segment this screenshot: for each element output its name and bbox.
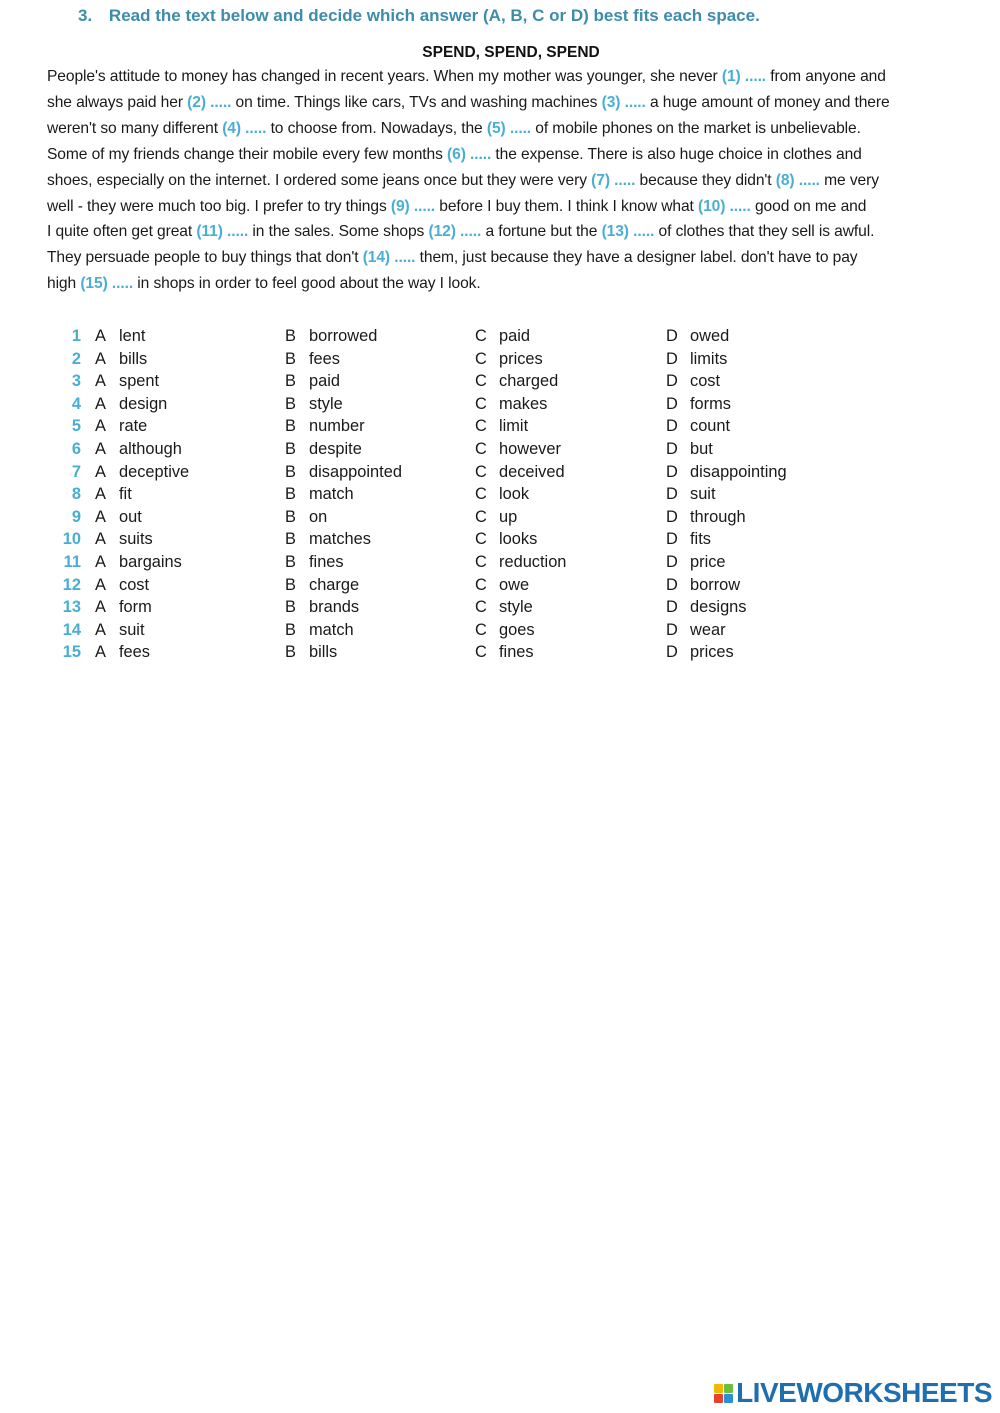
gap-marker[interactable]: (6) ..... bbox=[447, 145, 492, 163]
question-number: 12 bbox=[62, 575, 81, 594]
question-number: 4 bbox=[71, 394, 81, 413]
option-word: borrow bbox=[690, 575, 741, 594]
question-number: 1 bbox=[71, 327, 81, 345]
gap-marker[interactable]: (7) ..... bbox=[591, 171, 636, 189]
passage-line bbox=[47, 194, 982, 220]
option-a[interactable] bbox=[95, 641, 150, 664]
option-d[interactable] bbox=[666, 438, 713, 461]
question-number: 7 bbox=[71, 462, 81, 481]
option-word: number bbox=[309, 417, 365, 436]
logo-mark-square bbox=[714, 1394, 723, 1403]
exercise-number: 3. bbox=[78, 6, 93, 25]
option-word: limit bbox=[499, 417, 529, 436]
question-number: 11 bbox=[63, 552, 81, 571]
option-letter: D bbox=[666, 598, 678, 617]
gap-marker[interactable]: (3) ..... bbox=[601, 93, 646, 111]
option-letter: D bbox=[666, 372, 678, 391]
passage-segment: weren't so many different bbox=[47, 119, 223, 137]
passage-line bbox=[47, 168, 982, 194]
option-letter: C bbox=[475, 439, 487, 458]
option-word: bills bbox=[119, 349, 148, 368]
option-letter: B bbox=[285, 349, 296, 368]
passage-segment: she always paid her bbox=[47, 93, 188, 111]
option-word: disappointed bbox=[309, 462, 402, 481]
option-letter: A bbox=[95, 552, 106, 571]
gap-marker[interactable]: (8) ..... bbox=[775, 171, 820, 189]
passage-line bbox=[47, 219, 982, 245]
option-letter: C bbox=[475, 620, 487, 639]
option-c[interactable] bbox=[475, 370, 558, 393]
question-number: 15 bbox=[62, 643, 81, 662]
option-c[interactable] bbox=[475, 415, 528, 438]
option-letter: B bbox=[285, 643, 296, 662]
option-a[interactable] bbox=[95, 461, 189, 484]
question-number: 9 bbox=[71, 507, 81, 526]
passage-line bbox=[47, 142, 982, 168]
passage-segment: People's attitude to money has changed in recent years. When my mother was younger, she never bbox=[47, 68, 722, 85]
passage-segment: good on me and bbox=[750, 197, 867, 215]
option-word: design bbox=[119, 394, 168, 413]
option-letter: C bbox=[475, 349, 487, 368]
option-c[interactable] bbox=[475, 325, 530, 348]
option-letter: A bbox=[95, 575, 106, 594]
option-letter: D bbox=[666, 394, 678, 413]
passage-segment: them, just because they have a designer label. don't have to pay bbox=[415, 249, 858, 267]
question-number: 13 bbox=[62, 598, 81, 617]
option-letter: B bbox=[285, 575, 296, 594]
option-word: forms bbox=[690, 394, 731, 413]
option-word: deceptive bbox=[119, 462, 190, 481]
option-word: suit bbox=[119, 620, 145, 639]
option-letter: B bbox=[285, 327, 296, 345]
gap-marker[interactable]: (1) ..... bbox=[721, 68, 767, 85]
option-letter: D bbox=[666, 417, 678, 436]
option-letter: D bbox=[666, 349, 678, 368]
option-word: cost bbox=[119, 575, 150, 594]
option-letter: A bbox=[95, 462, 106, 481]
gap-marker[interactable]: (12) ..... bbox=[428, 223, 482, 241]
passage-segment: in shops in order to feel good about the way I look. bbox=[133, 275, 481, 293]
option-b[interactable] bbox=[285, 461, 402, 484]
option-c[interactable] bbox=[475, 438, 561, 461]
option-letter: A bbox=[95, 394, 106, 413]
passage-segment: on time. Things like cars, TVs and washing machines bbox=[231, 93, 602, 111]
option-letter: A bbox=[95, 598, 106, 617]
passage-segment: from anyone and bbox=[766, 68, 886, 85]
option-d[interactable] bbox=[666, 551, 726, 574]
option-letter: B bbox=[285, 598, 296, 617]
option-word: deceived bbox=[499, 462, 565, 481]
option-b[interactable] bbox=[285, 370, 340, 393]
option-letter: B bbox=[285, 552, 296, 571]
passage-line bbox=[47, 64, 982, 90]
option-d[interactable] bbox=[666, 619, 726, 642]
option-letter: D bbox=[666, 439, 678, 458]
option-c[interactable] bbox=[475, 461, 565, 484]
passage-segment: of mobile phones on the market is unbelievable. bbox=[531, 119, 861, 137]
gap-marker[interactable]: (14) ..... bbox=[362, 249, 416, 267]
option-c[interactable] bbox=[475, 596, 533, 619]
passage-segment: shoes, especially on the internet. I ordered some jeans once but they were very bbox=[47, 171, 592, 189]
option-letter: C bbox=[475, 598, 487, 617]
logo-mark-square bbox=[724, 1384, 733, 1393]
option-word: suits bbox=[119, 530, 153, 549]
option-b[interactable] bbox=[285, 348, 340, 371]
option-letter: C bbox=[475, 462, 487, 481]
passage-segment: a fortune but the bbox=[481, 223, 602, 241]
option-letter: A bbox=[95, 439, 106, 458]
option-letter: A bbox=[95, 417, 106, 436]
passage-title: SPEND, SPEND, SPEND bbox=[422, 44, 600, 61]
option-word: match bbox=[309, 485, 354, 504]
option-letter: C bbox=[475, 485, 487, 504]
option-word: matches bbox=[309, 530, 371, 549]
option-letter: B bbox=[285, 530, 296, 549]
option-word: fits bbox=[690, 530, 711, 549]
passage-line bbox=[47, 245, 982, 271]
passage-segment: They persuade people to buy things that don't bbox=[47, 249, 363, 267]
option-word: look bbox=[499, 485, 530, 504]
option-d[interactable] bbox=[666, 596, 747, 619]
passage-line bbox=[47, 271, 982, 297]
option-letter: C bbox=[475, 417, 487, 436]
option-b[interactable] bbox=[285, 528, 371, 551]
option-word: paid bbox=[309, 372, 340, 391]
option-letter: C bbox=[475, 643, 487, 662]
option-letter: A bbox=[95, 530, 106, 549]
option-b[interactable] bbox=[285, 551, 344, 574]
option-word: cost bbox=[690, 372, 721, 391]
option-a[interactable] bbox=[95, 415, 147, 438]
option-word: price bbox=[690, 552, 726, 571]
option-word: spent bbox=[119, 372, 160, 391]
option-c[interactable] bbox=[475, 528, 537, 551]
option-letter: D bbox=[666, 485, 678, 504]
question-number: 14 bbox=[62, 620, 81, 639]
option-letter: C bbox=[475, 327, 487, 345]
gap-marker[interactable]: (15) ..... bbox=[80, 275, 134, 293]
option-d[interactable] bbox=[666, 461, 787, 484]
option-word: owed bbox=[690, 327, 730, 345]
option-letter: D bbox=[666, 552, 678, 571]
exercise-instruction bbox=[78, 6, 760, 26]
option-word: fees bbox=[309, 349, 340, 368]
option-word: however bbox=[499, 439, 561, 458]
option-word: on bbox=[309, 507, 328, 526]
option-a[interactable] bbox=[95, 619, 145, 642]
option-b[interactable] bbox=[285, 619, 354, 642]
passage-segment: the expense. There is also huge choice in clothes and bbox=[491, 145, 862, 163]
option-letter: A bbox=[95, 349, 106, 368]
passage-segment: of clothes that they sell is awful. bbox=[654, 223, 875, 241]
option-word: lent bbox=[119, 327, 146, 345]
instruction-text: Read the text below and decide which answer (A, B, C or D) best fits each space. bbox=[108, 6, 760, 25]
option-c[interactable] bbox=[475, 483, 529, 506]
option-word: fines bbox=[499, 643, 534, 662]
question-number: 5 bbox=[71, 417, 81, 436]
option-letter: B bbox=[285, 394, 296, 413]
option-letter: B bbox=[285, 417, 296, 436]
option-a[interactable] bbox=[95, 483, 132, 506]
option-word: despite bbox=[309, 439, 362, 458]
option-word: reduction bbox=[499, 552, 567, 571]
option-word: owe bbox=[499, 575, 530, 594]
gap-marker[interactable]: (10) ..... bbox=[698, 197, 751, 215]
passage-segment: before I buy them. I think I know what bbox=[435, 197, 699, 215]
option-d[interactable] bbox=[666, 415, 730, 438]
option-word: disappointing bbox=[690, 462, 787, 481]
passage-segment: Some of my friends change their mobile every few months bbox=[47, 145, 448, 163]
logo-mark-square bbox=[724, 1394, 733, 1403]
passage-line bbox=[47, 116, 982, 142]
option-word: up bbox=[499, 507, 518, 526]
option-letter: A bbox=[95, 620, 106, 639]
option-word: goes bbox=[499, 620, 535, 639]
option-letter: D bbox=[666, 462, 678, 481]
option-word: fines bbox=[309, 552, 344, 571]
option-b[interactable] bbox=[285, 325, 377, 348]
option-letter: C bbox=[475, 394, 487, 413]
option-word: prices bbox=[499, 349, 543, 368]
option-a[interactable] bbox=[95, 596, 152, 619]
option-word: bargains bbox=[119, 552, 182, 571]
option-letter: D bbox=[666, 530, 678, 549]
option-letter: A bbox=[95, 327, 106, 345]
option-word: rate bbox=[119, 417, 148, 436]
option-b[interactable] bbox=[285, 393, 343, 416]
option-word: borrowed bbox=[309, 327, 378, 345]
passage-segment: a huge amount of money and there bbox=[645, 93, 890, 111]
option-letter: D bbox=[666, 507, 678, 526]
passage-segment: in the sales. Some shops bbox=[248, 223, 429, 241]
passage-segment: well - they were much too big. I prefer to try things bbox=[47, 197, 391, 215]
option-letter: C bbox=[475, 530, 487, 549]
option-a[interactable] bbox=[95, 506, 142, 529]
option-word: although bbox=[119, 439, 182, 458]
option-letter: D bbox=[666, 327, 678, 345]
option-letter: C bbox=[475, 575, 487, 594]
question-number: 3 bbox=[71, 372, 81, 391]
question-number: 6 bbox=[71, 439, 81, 458]
option-d[interactable] bbox=[666, 528, 711, 551]
gap-marker[interactable]: (4) ..... bbox=[222, 119, 267, 137]
option-word: out bbox=[119, 507, 142, 526]
option-word: paid bbox=[499, 327, 530, 345]
question-number: 2 bbox=[71, 349, 81, 368]
option-d[interactable] bbox=[666, 574, 740, 597]
option-d[interactable] bbox=[666, 506, 746, 529]
option-word: fees bbox=[119, 643, 150, 662]
passage-segment: me very bbox=[819, 171, 879, 189]
gap-marker[interactable]: (2) ..... bbox=[187, 93, 232, 111]
option-a[interactable] bbox=[95, 370, 159, 393]
passage-text bbox=[47, 64, 982, 297]
option-letter: A bbox=[95, 507, 106, 526]
option-b[interactable] bbox=[285, 641, 337, 664]
option-letter: B bbox=[285, 439, 296, 458]
option-letter: C bbox=[475, 372, 487, 391]
liveworksheets-logo bbox=[714, 1376, 992, 1410]
option-d[interactable] bbox=[666, 641, 734, 664]
option-c[interactable] bbox=[475, 551, 566, 574]
option-d[interactable] bbox=[666, 325, 729, 348]
option-word: fit bbox=[119, 485, 132, 504]
option-letter: B bbox=[285, 507, 296, 526]
option-c[interactable] bbox=[475, 641, 534, 664]
gap-marker[interactable]: (5) ..... bbox=[486, 119, 532, 137]
option-a[interactable] bbox=[95, 438, 182, 461]
option-word: form bbox=[119, 598, 152, 617]
option-letter: A bbox=[95, 372, 106, 391]
passage-segment: I quite often get great bbox=[47, 223, 197, 241]
option-d[interactable] bbox=[666, 348, 727, 371]
passage-line bbox=[47, 90, 982, 116]
option-letter: B bbox=[285, 462, 296, 481]
option-letter: D bbox=[666, 620, 678, 639]
option-a[interactable] bbox=[95, 393, 167, 416]
option-letter: B bbox=[285, 372, 296, 391]
option-letter: A bbox=[95, 485, 106, 504]
option-word: prices bbox=[690, 643, 734, 662]
question-number: 10 bbox=[62, 530, 81, 549]
option-word: wear bbox=[690, 620, 726, 639]
option-letter: A bbox=[95, 643, 106, 662]
option-letter: D bbox=[666, 575, 678, 594]
option-b[interactable] bbox=[285, 596, 359, 619]
option-c[interactable] bbox=[475, 506, 517, 529]
option-a[interactable] bbox=[95, 574, 149, 597]
passage-segment: to choose from. Nowadays, the bbox=[266, 119, 487, 137]
option-word: charged bbox=[499, 372, 559, 391]
option-a[interactable] bbox=[95, 325, 145, 348]
option-a[interactable] bbox=[95, 348, 147, 371]
option-c[interactable] bbox=[475, 574, 529, 597]
option-c[interactable] bbox=[475, 393, 547, 416]
option-word: style bbox=[309, 394, 343, 413]
option-word: designs bbox=[690, 598, 747, 617]
option-b[interactable] bbox=[285, 415, 365, 438]
option-d[interactable] bbox=[666, 370, 720, 393]
option-word: suit bbox=[690, 485, 716, 504]
option-b[interactable] bbox=[285, 506, 327, 529]
option-word: through bbox=[690, 507, 746, 526]
option-word: charge bbox=[309, 575, 360, 594]
option-letter: B bbox=[285, 485, 296, 504]
option-word: brands bbox=[309, 598, 360, 617]
logo-mark-square bbox=[714, 1384, 723, 1393]
question-number: 8 bbox=[71, 485, 81, 504]
logo-text: LIVEWORKSHEETS bbox=[736, 1377, 992, 1408]
option-word: limits bbox=[690, 349, 728, 368]
option-letter: B bbox=[285, 620, 296, 639]
gap-marker[interactable]: (11) ..... bbox=[196, 223, 249, 241]
option-word: style bbox=[499, 598, 533, 617]
gap-marker[interactable]: (13) ..... bbox=[601, 223, 655, 241]
option-letter: C bbox=[475, 552, 487, 571]
option-b[interactable] bbox=[285, 438, 362, 461]
option-letter: D bbox=[666, 643, 678, 662]
option-a[interactable] bbox=[95, 528, 153, 551]
option-word: makes bbox=[499, 394, 548, 413]
option-d[interactable] bbox=[666, 483, 716, 506]
option-b[interactable] bbox=[285, 574, 359, 597]
passage-segment: high bbox=[47, 275, 81, 293]
option-word: bills bbox=[309, 643, 338, 662]
option-c[interactable] bbox=[475, 619, 535, 642]
passage-segment: because they didn't bbox=[635, 171, 776, 189]
option-word: but bbox=[690, 439, 713, 458]
option-a[interactable] bbox=[95, 551, 182, 574]
option-word: count bbox=[690, 417, 731, 436]
option-word: match bbox=[309, 620, 354, 639]
option-letter: C bbox=[475, 507, 487, 526]
option-c[interactable] bbox=[475, 348, 543, 371]
option-b[interactable] bbox=[285, 483, 354, 506]
liveworksheets-logo-icon bbox=[714, 1384, 733, 1403]
option-d[interactable] bbox=[666, 393, 731, 416]
option-word: looks bbox=[499, 530, 538, 549]
gap-marker[interactable]: (9) ..... bbox=[390, 197, 436, 215]
